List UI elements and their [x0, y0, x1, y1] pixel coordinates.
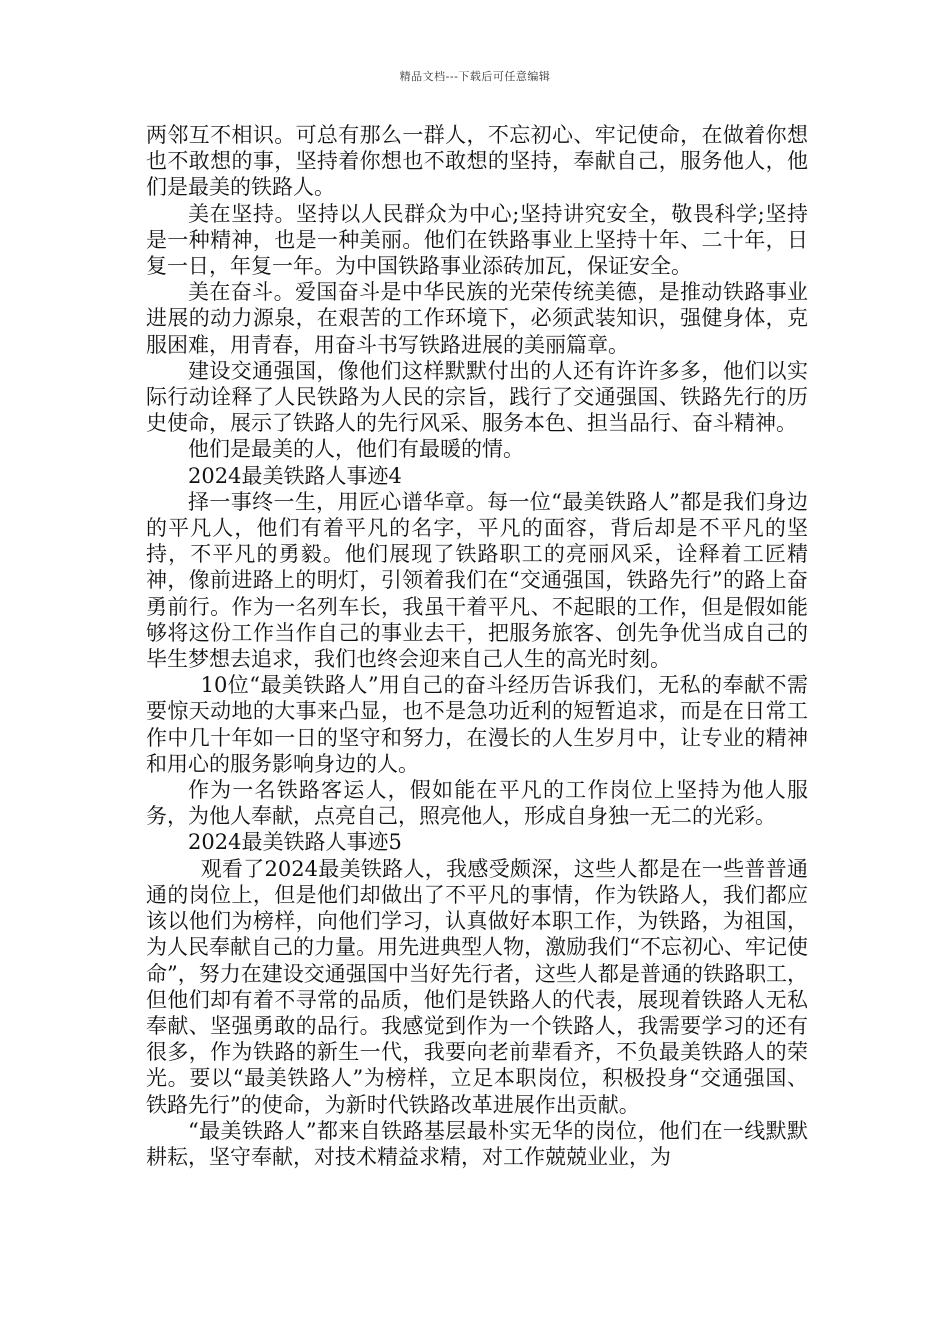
document-body: [146, 122, 808, 1170]
paragraph-passenger-service: 作为一名铁路客运人，假如能在平凡的工作岗位上坚持为他人服务，为他人奉献，点亮自己，照亮他人，形成自身独一无二的光彩。: [146, 778, 808, 829]
paragraph-reflection: 观看了2024最美铁路人，我感受颇深，这些人都是在一些普普通通的岗位上，但是他们却做出了不平凡的事情，作为铁路人，我们都应该以他们为榜样，向他们学习，认真做好本职工作，为铁路，为祖国，为人民奉献自己的力量。用先进典型人物，激励我们“不忘初心、牢记使命”，努力在建设交通强国中当好先行者，这些人都是普通的铁路职工，但他们却有着不寻常的品质，他们是铁路人的代表，展现着铁路人无私奉献、坚强勇敢的品行。我感觉到作为一个铁路人，我需要学习的还有很多，作为铁路的新生一代，我要向老前辈看齐，不负最美铁路人的荣光。要以“最美铁路人”为榜样，立足本职岗位，积极投身“交通强国、铁路先行”的使命，为新时代铁路改革进展作出贡献。: [146, 856, 808, 1117]
section-heading-4: 2024最美铁路人事迹4: [188, 463, 402, 488]
paragraph-persistence: 美在坚持。坚持以人民群众为中心;坚持讲究安全，敬畏科学;坚持是一种精神，也是一种美丽。他们在铁路事业上坚持十年、二十年，日复一日，年复一年。为中国铁路事业添砖加瓦，保证安全。: [146, 201, 808, 279]
page-header: 精品文档---下载后可任意编辑: [399, 70, 551, 83]
paragraph-craftsmanship: 择一事终一生，用匠心谱华章。每一位“最美铁路人”都是我们身边的平凡人，他们有着平凡的名字，平凡的面容，背后却是不平凡的坚持，不平凡的勇毅。他们展现了铁路职工的亮丽风采，诠释着工匠精神，像前进路上的明灯，引领着我们在“交通强国，铁路先行”的路上奋勇前行。作为一名列车长，我虽干着平凡、不起眼的工作，但是假如能够将这份工作当作自己的事业去干，把服务旅客、创先争优当成自己的毕生梦想去追求，我们也终会迎来自己人生的高光时刻。: [146, 489, 808, 672]
paragraph-grassroots: “最美铁路人”都来自铁路基层最朴实无华的岗位，他们在一线默默耕耘，坚守奉献，对技术精益求精，对工作兢兢业业，为: [146, 1118, 808, 1169]
paragraph-continuation: 两邻互不相识。可总有那么一群人，不忘初心、牢记使命，在做着你想也不敢想的事，坚持着你想也不敢想的坚持，奉献自己，服务他人，他们是最美的铁路人。: [146, 123, 808, 200]
paragraph-struggle: 美在奋斗。爱国奋斗是中华民族的光荣传统美德，是推动铁路事业进展的动力源泉，在艰苦的工作环境下，必须武装知识，强健身体，克服困难，用青春，用奋斗书写铁路进展的美丽篇章。: [146, 280, 808, 357]
paragraph-transport-power: 建设交通强国，像他们这样默默付出的人还有许许多多，他们以实际行动诠释了人民铁路为人民的宗旨，践行了交通强国、铁路先行的历史使命，展示了铁路人的先行风采、服务本色、担当品行、奋斗精神。: [146, 358, 808, 436]
paragraph-ten-railway-people: 10位“最美铁路人”用自己的奋斗经历告诉我们，无私的奉献不需要惊天动地的大事来凸显，也不是急功近利的短暂追求，而是在日常工作中几十年如一日的坚守和努力，在漫长的人生岁月中，让专业的精神和用心的服务影响身边的人。: [146, 673, 808, 776]
paragraph-warmest: 他们是最美的人，他们有最暖的情。: [188, 437, 524, 462]
section-heading-5: 2024最美铁路人事迹5: [188, 830, 402, 855]
